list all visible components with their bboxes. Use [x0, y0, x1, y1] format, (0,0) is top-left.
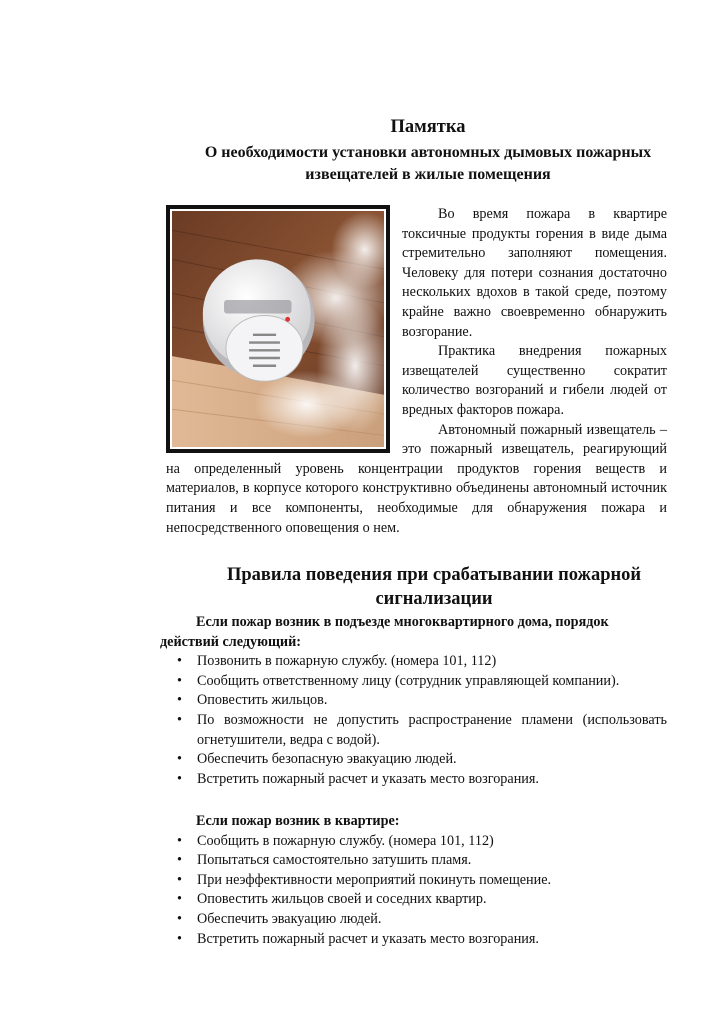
smoke-detector-illustration [172, 211, 384, 447]
intro-paragraph-2: Практика внедрения пожарных извещателей существенно сократит количество возгораний и гибели людей от вредных факторов пожара. [402, 343, 667, 418]
subtitle-line-2: извещателей в жилые помещения [305, 166, 551, 183]
list-item: • Встретить пожарный расчет и указать место возгорания. [160, 770, 667, 790]
rules-heading [176, 563, 692, 611]
list-item: • Обеспечить эвакуацию людей. [160, 910, 667, 930]
bullet-icon: • [177, 770, 182, 787]
bullet-icon: • [177, 852, 182, 869]
bullet-icon: • [177, 653, 182, 670]
apartment-fire-section [160, 812, 667, 949]
intro-section [166, 205, 667, 538]
bullet-icon: • [177, 832, 182, 849]
entrance-fire-section [160, 613, 667, 789]
bullet-icon: • [177, 910, 182, 927]
list-item: • Сообщить в пожарную службу. (номера 101, 112) [160, 832, 667, 852]
bullet-icon: • [177, 891, 182, 908]
apartment-fire-lead: Если пожар возник в квартире: [196, 813, 400, 829]
list-item: • Обеспечить безопасную эвакуацию людей. [160, 750, 667, 770]
bullet-icon: • [177, 672, 182, 689]
bullet-icon: • [177, 692, 182, 709]
rules-heading-line-1: Правила поведения при срабатывании пожарной [226, 565, 642, 585]
list-item: • Попытаться самостоятельно затушить пламя. [160, 851, 667, 871]
document-title: Памятка [390, 117, 466, 137]
document-subtitle [166, 142, 690, 186]
list-item: • Оповестить жильцов своей и соседних квартир. [160, 890, 667, 910]
list-item: • Сообщить ответственному лицу (сотрудник управляющей компании). [160, 672, 667, 692]
list-item: • По возможности не допустить распространение пламени (использовать огнетушители, ведра с водой). [177, 711, 667, 748]
bullet-icon: • [177, 930, 182, 947]
subtitle-line-1: О необходимости установки автономных дымовых пожарных [204, 144, 652, 161]
bullet-icon: • [177, 711, 182, 728]
list-item: • При неэффективности мероприятий покинуть помещение. [160, 871, 667, 891]
rules-heading-line-2: сигнализации [375, 589, 493, 609]
intro-paragraph-3: Автономный пожарный извещатель – это пожарный извещатель, реагирующий на определенный уровень концентрации продуктов горения веществ и материалов, в корпусе которого конструктивно объединены автономный источник питания и все компоненты, необходимые для обнаружения пожара и непосредственного оповещения о нем. [166, 421, 667, 536]
list-item: • Оповестить жильцов. [160, 691, 667, 711]
list-item: • Встретить пожарный расчет и указать место возгорания. [160, 930, 667, 950]
list-item: • Позвонить в пожарную службу. (номера 101, 112) [160, 652, 667, 672]
apartment-fire-list [160, 832, 667, 950]
entrance-fire-list [160, 652, 667, 789]
intro-paragraph-1: Во время пожара в квартире токсичные продукты горения в виде дыма стремительно заполняют помещения. Человеку для потери сознания достаточно нескольких вдохов в такой среде, поэтому крайне важно своевременно обнаружить возгорание. [402, 206, 667, 340]
bullet-icon: • [177, 751, 182, 768]
smoke-detector-photo [166, 205, 390, 453]
bullet-icon: • [177, 871, 182, 888]
entrance-fire-lead: Если пожар возник в подъезде многоквартирного дома, порядок действий следующий: [160, 614, 609, 650]
